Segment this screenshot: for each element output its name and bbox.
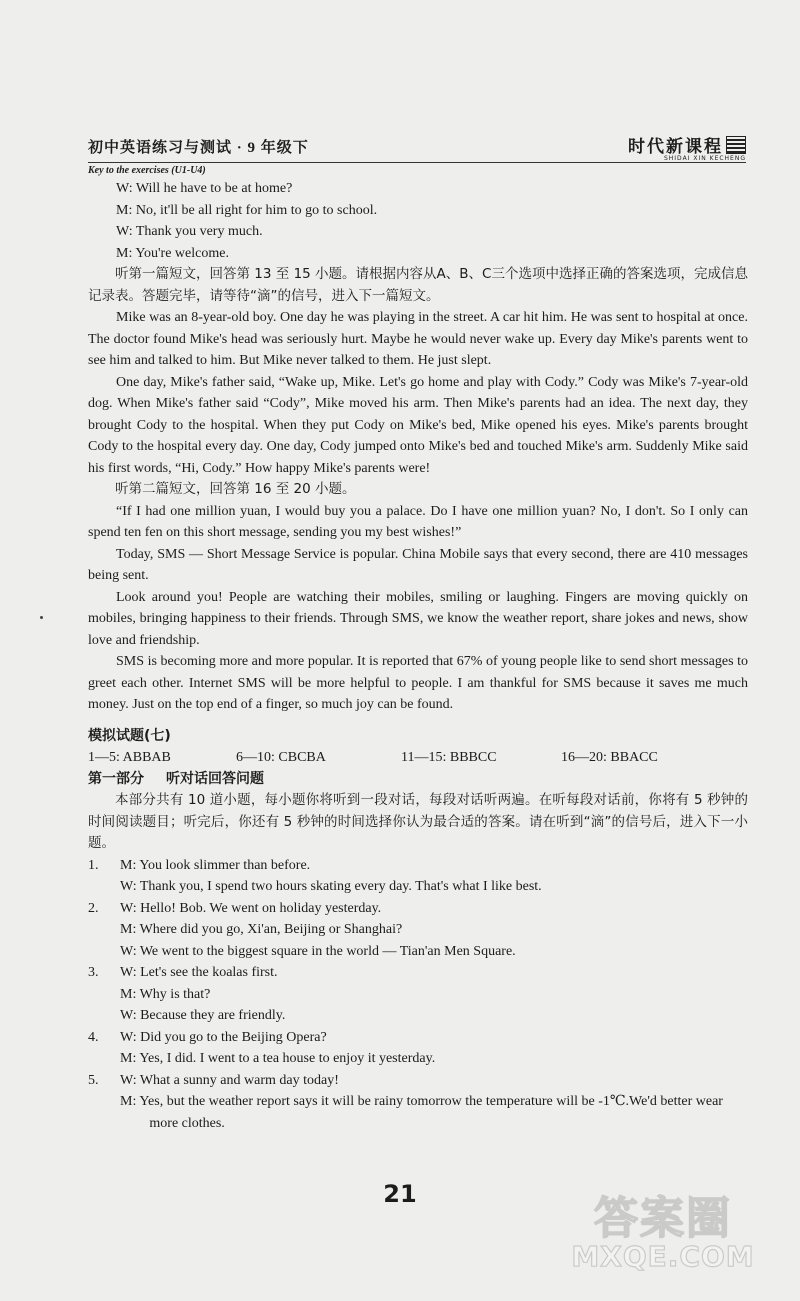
watermark-logo	[550, 1182, 776, 1287]
dialogue-line: W: Will he have to be at home?	[116, 181, 293, 196]
question-number: 1.	[88, 857, 99, 873]
page-content	[88, 178, 748, 1134]
question-number: 3.	[88, 965, 99, 980]
part-instruction: 本部分共有 10 道小题，每小题你将听到一段对话，每段对话听两遍。在听每段对话前，你将有 5 秒钟的时间阅读题目；听完后，你还有 5 秒钟的时间选择你认为最合适的答案。请在听到“滴”的信号后，进入下一小题。	[88, 792, 748, 851]
question-item	[88, 855, 748, 898]
part-label: 第一部分	[88, 770, 144, 787]
answer-group: 11—15: BBBCC	[401, 750, 497, 765]
passage-1-paragraph: Mike was an 8-year-old boy. One day he was playing in the street. A car hit him. He was sent to hospital at once. The doctor found Mike's head was seriously hurt. Maybe he would never wake up. Every day Mike's parents went to see him and talked to him. But Mike never talked to them. He just slept.	[88, 310, 748, 368]
page-number: 21	[383, 1180, 417, 1208]
dialogue-line: W: Because they are friendly.	[120, 1008, 286, 1023]
dialogue-line: W: Thank you, I spend two hours skating every day. That's what I like best.	[120, 879, 542, 894]
question-number: 4.	[88, 1029, 99, 1045]
part-title: 听对话回答问题	[166, 770, 264, 787]
watermark-cn: 答案圈	[594, 1193, 732, 1244]
section-subtitle: Key to the exercises (U1-U4)	[88, 165, 206, 176]
mock-test-title: 模拟试题(七)	[88, 727, 171, 744]
watermark-en: MXQE.COM	[571, 1240, 755, 1273]
question-number: 5.	[88, 1072, 99, 1088]
margin-dot	[40, 616, 43, 619]
dialogue-line: M: No, it'll be all right for him to go to school.	[116, 202, 378, 218]
dialogue-line: W: Did you go to the Beijing Opera?	[120, 1029, 327, 1045]
dialogue-line: W: Hello! Bob. We went on holiday yesterday.	[120, 900, 382, 916]
dialogue-line: W: We went to the biggest square in the world — Tian'an Men Square.	[120, 943, 516, 959]
dialogue-line: M: You look slimmer than before.	[120, 857, 311, 873]
dialogue-line: M: Where did you go, Xi'an, Beijing or Shanghai?	[120, 922, 403, 937]
brand-name: 时代新课程	[628, 137, 723, 157]
question-item	[88, 1070, 748, 1135]
instruction-passage-2: 听第二篇短文，回答第 16 至 20 小题。	[115, 481, 356, 497]
dialogue-line: M: Yes, but the weather report says it will be rainy tomorrow the temperature will be -1℃.We'd better wear more clothes.	[120, 1094, 723, 1131]
passage-2-paragraph: “If I had one million yuan, I would buy you a palace. Do I have one million yuan? No, I don't. So I only can spend ten fen on this short message, sending you my best wishes!”	[88, 503, 748, 540]
question-item	[88, 898, 748, 963]
dialogue-line: W: Thank you very much.	[116, 224, 263, 239]
dialogue-line: M: Why is that?	[120, 986, 211, 1002]
brand-logo	[628, 132, 746, 162]
dialogue-line: M: Yes, I did. I went to a tea house to enjoy it yesterday.	[120, 1051, 436, 1066]
answer-group: 6—10: CBCBA	[236, 750, 326, 765]
page-header	[88, 132, 746, 163]
dialogue-line: W: Let's see the koalas first.	[120, 965, 278, 980]
top-dialogue	[88, 178, 748, 264]
answer-key	[88, 747, 748, 769]
instruction-passage-1: 听第一篇短文，回答第 13 至 15 小题。请根据内容从A、B、C三个选项中选择正确的答案选项，完成信息记录表。答题完毕，请等待“滴”的信号，进入下一篇短文。	[88, 266, 748, 304]
question-item	[88, 962, 748, 1027]
brand-pinyin: SHIDAI XIN KECHENG	[663, 155, 746, 162]
book-title: 初中英语练习与测试 · 9 年级下	[88, 140, 309, 156]
answer-group: 16—20: BBACC	[561, 750, 658, 765]
question-item	[88, 1027, 748, 1070]
part-heading	[88, 769, 748, 791]
passage-1-paragraph: One day, Mike's father said, “Wake up, Mike. Let's go home and play with Cody.” Cody was Mike's 7-year-old dog. When Mike's father said “Cody”, Mike moved his arm. Then Mike's parents had an idea. The next day, they brought Cody to the hospital. When they put Cody on Mike's bed, Mike opened his eyes. Mike's parents brought Cody to the hospital every day. One day, Cody jumped onto Mike's bed and touched Mike's arm. Suddenly Mike said his first words, “Hi, Cody.” How happy Mike's parents were!	[88, 374, 748, 476]
passage-2-paragraph: Look around you! People are watching their mobiles, smiling or laughing. Fingers are moving quickly on mobiles, bringing happiness to their friends. Through SMS, we know the weather report, share jokes and news, show love and friendship.	[88, 589, 748, 648]
brand-mark-icon	[726, 136, 746, 154]
question-number: 2.	[88, 900, 99, 916]
dialogue-line: M: You're welcome.	[116, 245, 229, 261]
passage-2-paragraph: Today, SMS — Short Message Service is popular. China Mobile says that every second, there are 410 messages being sent.	[88, 546, 748, 583]
dialogue-line: W: What a sunny and warm day today!	[120, 1072, 339, 1088]
passage-2-paragraph: SMS is becoming more and more popular. It is reported that 67% of young people like to send short messages to greet each other. Internet SMS will be more helpful to people. I am thankful for SMS because it saves me much money. Just on the top end of a finger, so much joy can be found.	[88, 654, 748, 712]
answer-group: 1—5: ABBAB	[88, 750, 171, 765]
